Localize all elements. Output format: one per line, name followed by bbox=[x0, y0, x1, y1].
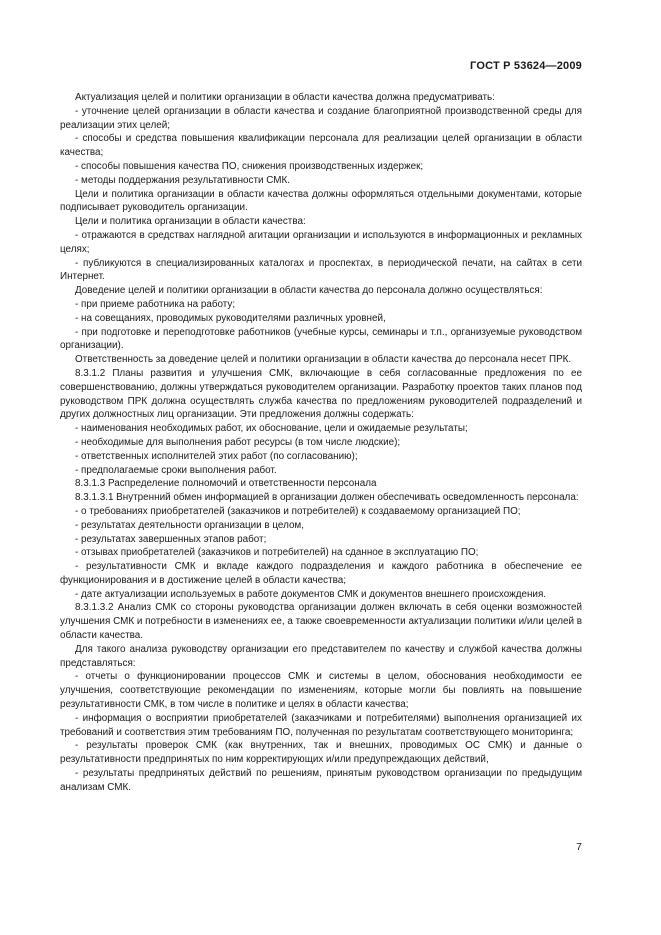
paragraph: - ответственных исполнителей этих работ (по согласованию); bbox=[75, 450, 358, 462]
document-header: ГОСТ Р 53624—2009 bbox=[470, 60, 582, 72]
page-number: 7 bbox=[576, 841, 582, 853]
paragraph: Ответственность за доведение целей и политики организации в области качества до персонала несет ПРК. bbox=[75, 354, 572, 366]
paragraph: - необходимые для выполнения работ ресурсы (в том числе людские); bbox=[75, 436, 401, 448]
paragraph: - информация о восприятии приобретателей (заказчиками и потребителями) выполнения организацией их требований и соответствия этим требованиям ПО, полученная по результатам соответствующего мониторинга; bbox=[60, 712, 582, 738]
paragraph: 8.3.1.3.2 Анализ СМК со стороны руководства организации должен включать в себя оценки возможностей улучшения СМК и потребности в изменениях ее, а также своевременности актуализации политики и/или целей в области качества. bbox=[60, 602, 582, 642]
paragraph: - результатах деятельности организации в целом, bbox=[75, 519, 304, 531]
paragraph: - отзывах приобретателей (заказчиков и потребителей) на сданное в эксплуатацию ПО; bbox=[75, 547, 479, 559]
paragraph: Цели и политика организации в области качества: bbox=[75, 216, 306, 228]
paragraph: - результаты проверок СМК (как внутренних, так и внешних, проводимых ОС СМК) и данные о результативности предпринятых по ним корректирующих и/или предупреждающих действий, bbox=[60, 740, 582, 766]
paragraph: Актуализация целей и политики организации в области качества должна предусматривать: bbox=[75, 92, 495, 103]
paragraph: - при приеме работника на работу; bbox=[75, 298, 236, 310]
paragraph: - наименования необходимых работ, их обоснование, цели и ожидаемые результаты; bbox=[75, 423, 468, 435]
paragraph: 8.3.1.3 Распределение полномочий и ответственности персонала bbox=[75, 478, 377, 490]
document-body bbox=[60, 91, 582, 795]
paragraph: - результаты предпринятых действий по решениям, принятым руководством организации по предыдущим анализам СМК. bbox=[60, 768, 582, 793]
paragraph: - уточнение целей организации в области качества и создание благоприятной производственной среды для реализации этих целей; bbox=[60, 105, 582, 131]
paragraph: - результативности СМК и вкладе каждого подразделения и каждого работника в обеспечение ее функционирования и в достижение целей в области качества; bbox=[60, 561, 582, 586]
paragraph: - предполагаемые сроки выполнения работ. bbox=[75, 464, 277, 476]
paragraph: - при подготовке и переподготовке работников (учебные курсы, семинары и т.п., организуемые руководством организации). bbox=[60, 326, 582, 352]
paragraph: - отчеты о функционировании процессов СМК и системы в целом, обоснования необходимости ее улучшения, соответствующие рекомендации по изменениям, которые могли бы повлиять на повышение результативности СМК, в том числе в политике и целях в области качества; bbox=[60, 671, 582, 711]
paragraph: Доведение целей и политики организации в области качества до персонала должно осуществляться: bbox=[75, 285, 543, 297]
paragraph: - способы и средства повышения квалификации персонала для реализации целей организации в области качества; bbox=[60, 133, 582, 159]
paragraph: - дате актуализации используемых в работе документов СМК и документов внешнего происхождения. bbox=[75, 588, 547, 600]
paragraph: - методы поддержания результативности СМК. bbox=[75, 174, 290, 186]
paragraph: Цели и политика организации в области качества должны оформляться отдельными документами, которые подписывает руководитель организации. bbox=[60, 188, 582, 214]
paragraph: - публикуются в специализированных каталогах и проспектах, в периодической печати, на сайтах в сети Интернет. bbox=[60, 257, 582, 283]
paragraph: 8.3.1.3.1 Внутренний обмен информацией в организации должен обеспечивать осведомленность персонала: bbox=[75, 492, 579, 504]
paragraph: - результатах завершенных этапов работ; bbox=[75, 533, 267, 545]
paragraph: - отражаются в средствах наглядной агитации организации и используются в информационных и рекламных целях; bbox=[60, 229, 582, 255]
paragraph: - о требованиях приобретателей (заказчиков и потребителей) к создаваемому организацией ПО; bbox=[75, 505, 521, 517]
paragraph: Для такого анализа руководству организации его представителем по качеству и службой качества должны представляться: bbox=[60, 643, 582, 669]
paragraph: 8.3.1.2 Планы развития и улучшения СМК, включающие в себя согласованные предложения по ее совершенствованию, должны утверждаться руководителем организации. Разработку проектов таких планов под руководством ПРК должна осуществлять служба качества по предложениям руководителей подразделений и других должностных лиц организации. Эти предложения должны содержать: bbox=[60, 367, 582, 421]
paragraph: - на совещаниях, проводимых руководителями различных уровней, bbox=[75, 312, 386, 324]
paragraph: - способы повышения качества ПО, снижения производственных издержек; bbox=[75, 160, 424, 172]
